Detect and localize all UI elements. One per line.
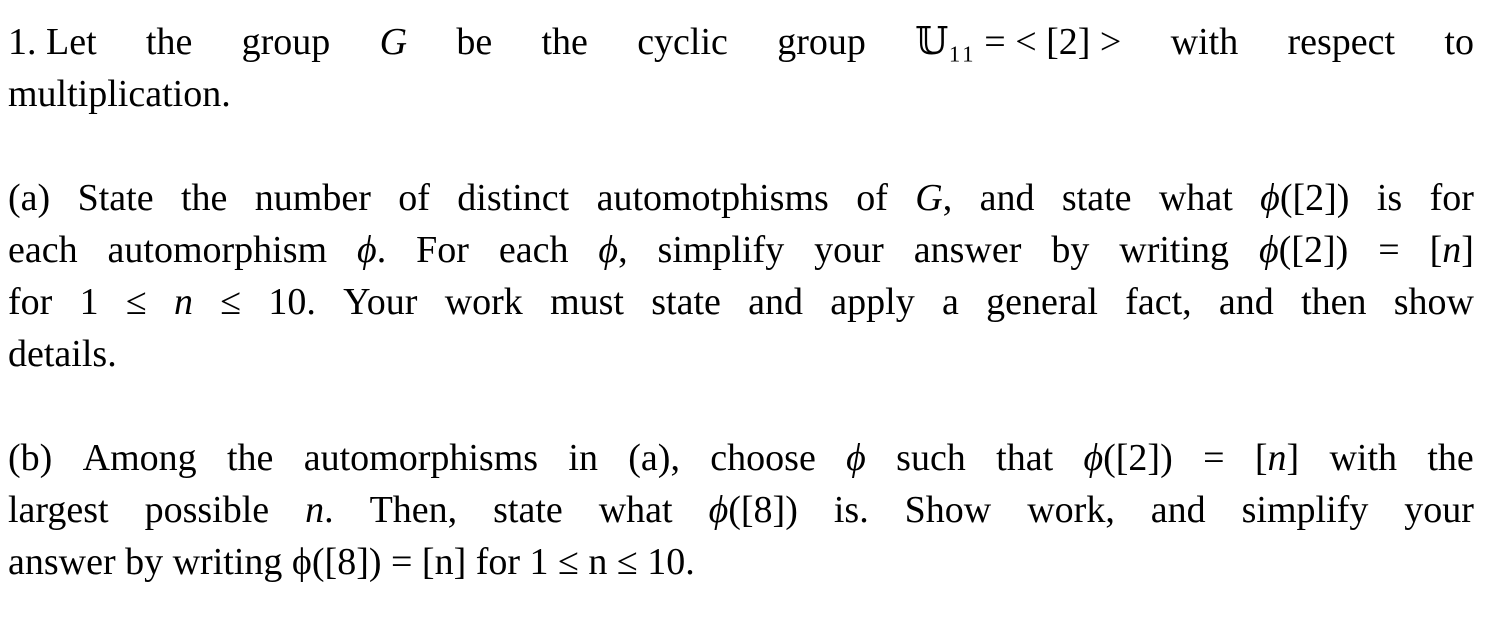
intro-word: the bbox=[145, 21, 193, 63]
problem-document bbox=[8, 16, 1474, 588]
word: n bbox=[173, 281, 193, 323]
word: and bbox=[1218, 281, 1274, 323]
word: what bbox=[1158, 177, 1233, 219]
part-a-line-3 bbox=[8, 276, 1474, 328]
intro-word: cyclic bbox=[637, 21, 728, 63]
word: for bbox=[1429, 177, 1474, 219]
word: what bbox=[598, 489, 673, 531]
word: each bbox=[498, 229, 569, 271]
word: your bbox=[1404, 489, 1474, 531]
word: such bbox=[896, 437, 966, 479]
part-a-line-4 bbox=[8, 328, 1474, 380]
word: of bbox=[398, 177, 430, 219]
part-b bbox=[8, 432, 1474, 588]
part-b-line-3 bbox=[8, 536, 1474, 588]
word: automotphisms bbox=[596, 177, 829, 219]
word: number bbox=[254, 177, 371, 219]
word: 10. bbox=[268, 281, 316, 323]
word: and bbox=[1150, 489, 1206, 531]
word: each bbox=[8, 229, 78, 271]
word: show bbox=[1393, 281, 1474, 323]
word: [n] bbox=[1429, 229, 1474, 271]
part-b-line-3-text: answer by writing ϕ([8]) = [n] for 1 ≤ n ≤ 10. bbox=[8, 541, 695, 583]
intro-word: group bbox=[777, 21, 866, 63]
part-a-line-1 bbox=[8, 172, 1474, 224]
word: for bbox=[8, 281, 53, 323]
word: State bbox=[77, 177, 154, 219]
word: and bbox=[979, 177, 1035, 219]
intro-line-1 bbox=[8, 16, 1474, 68]
intro-word: the bbox=[541, 21, 588, 63]
word: simplify bbox=[657, 229, 785, 271]
word: ≤ bbox=[220, 281, 242, 323]
word: Your bbox=[343, 281, 418, 323]
word: simplify bbox=[1241, 489, 1369, 531]
intro-line-2-text: multiplication. bbox=[8, 73, 231, 115]
word: that bbox=[996, 437, 1054, 479]
word: ϕ. bbox=[357, 229, 387, 271]
word: = bbox=[1378, 229, 1400, 271]
word: by bbox=[1051, 229, 1090, 271]
word: [n] bbox=[1254, 437, 1300, 479]
intro-word: respect bbox=[1287, 21, 1396, 63]
intro-line-2 bbox=[8, 68, 1474, 120]
word: is bbox=[1376, 177, 1403, 219]
intro-word: be bbox=[456, 21, 493, 63]
word: G, bbox=[915, 177, 953, 219]
word: Then, bbox=[369, 489, 458, 531]
word: a bbox=[941, 281, 959, 323]
intro-word: group bbox=[241, 21, 331, 63]
word: ϕ([2]) bbox=[1258, 229, 1349, 271]
word: ϕ([8]) bbox=[708, 489, 798, 531]
word: fact, bbox=[1125, 281, 1192, 323]
word: distinct bbox=[457, 177, 570, 219]
word: must bbox=[550, 281, 624, 323]
word: your bbox=[814, 229, 884, 271]
word: possible bbox=[144, 489, 270, 531]
word: Among bbox=[82, 437, 197, 479]
intro-word: 𝕌₁₁ = < [2] > bbox=[915, 21, 1122, 63]
word: automorphism bbox=[107, 229, 328, 271]
intro-word: to bbox=[1444, 21, 1474, 63]
word: the bbox=[180, 177, 228, 219]
word: work, bbox=[1027, 489, 1115, 531]
part-b-line-1 bbox=[8, 432, 1474, 484]
word: and bbox=[748, 281, 804, 323]
word: answer bbox=[913, 229, 1022, 271]
problem-intro bbox=[8, 16, 1474, 120]
word: ϕ, bbox=[598, 229, 628, 271]
word: of bbox=[856, 177, 888, 219]
word: = bbox=[1203, 437, 1225, 479]
word: state bbox=[651, 281, 721, 323]
intro-word: 1. Let bbox=[8, 21, 97, 63]
word: automorphisms bbox=[303, 437, 539, 479]
intro-word: with bbox=[1170, 21, 1239, 63]
word: For bbox=[416, 229, 469, 271]
word: (a) bbox=[8, 177, 51, 219]
word: ϕ([2]) bbox=[1083, 437, 1173, 479]
word: 1 bbox=[79, 281, 99, 323]
word: ≤ bbox=[125, 281, 147, 323]
word: writing bbox=[1119, 229, 1230, 271]
word: work bbox=[444, 281, 523, 323]
word: Show bbox=[904, 489, 992, 531]
word: choose bbox=[710, 437, 816, 479]
word: state bbox=[493, 489, 563, 531]
word: largest bbox=[8, 489, 109, 531]
word: (b) bbox=[8, 437, 53, 479]
word: state bbox=[1061, 177, 1132, 219]
part-a bbox=[8, 172, 1474, 380]
intro-word: G bbox=[379, 21, 408, 63]
word: n. bbox=[305, 489, 334, 531]
part-b-line-2 bbox=[8, 484, 1474, 536]
word: is. bbox=[833, 489, 869, 531]
part-a-line-2 bbox=[8, 224, 1474, 276]
word: ϕ([2]) bbox=[1260, 177, 1350, 219]
word: in bbox=[568, 437, 598, 479]
word: (a), bbox=[628, 437, 680, 479]
word: the bbox=[1427, 437, 1474, 479]
word: the bbox=[226, 437, 274, 479]
word: with bbox=[1329, 437, 1398, 479]
word: then bbox=[1301, 281, 1367, 323]
word: ϕ bbox=[846, 437, 866, 479]
word: apply bbox=[830, 281, 915, 323]
part-a-line-4-text: details. bbox=[8, 333, 117, 375]
word: general bbox=[986, 281, 1098, 323]
